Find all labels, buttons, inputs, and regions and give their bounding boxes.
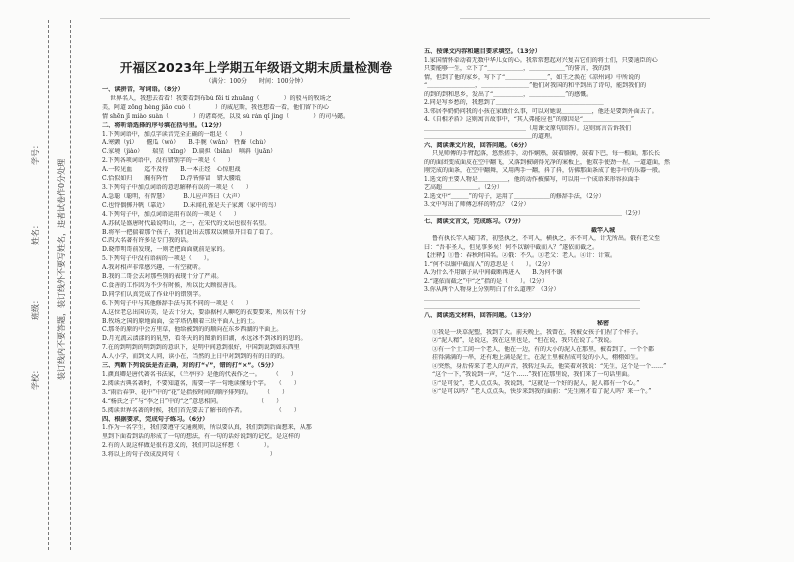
question-line: 2.有的人说这样做是很有意义的，我们可以这样想（ ）。	[102, 442, 273, 450]
question-line: ＿＿＿＿＿＿＿＿＿＿＿＿＿＿＿＿＿＿＿＿＿＿＿＿＿＿＿＿＿＿＿＿＿＿＿＿	[424, 303, 641, 310]
right-column	[424, 48, 782, 553]
question-line: ④突然，身后传来了老人的声音，我转过头去，他笑着对我说：“先生，这个是一个……”	[432, 362, 667, 370]
question-line: 1.家国情怀牵动着无数中华儿女的心。我常常想起对兴复吉它们的将士们，只要迪臣的心	[424, 56, 658, 64]
question-line: 3.将以上的句子改成反问句（ ）	[102, 451, 276, 459]
question-line: 只见师傅的手臂起落，悠然搓手，动作娴熟，鼓着胳膊，鼓着下巴，每一根面，那长长	[432, 150, 661, 157]
question-line: 1.作为一名学生，我们要遵守交通规则，所以要认真，我们到到后面想来，从那	[102, 424, 312, 432]
question-line: ⑤“是可爱”，老人点点头，我说到，“这就是一个好的泥人，泥人都有一个心。”	[432, 379, 640, 387]
question-line: A.为什么不用锯子从中间截断再进入 B.为何不锯	[424, 269, 563, 276]
question-line: “＿＿＿＿＿＿＿＿，＿＿＿＿＿＿＿＿”他们对我国的和平到出了诗句，能到我们的	[424, 82, 647, 89]
question-line: 4.下列句子中，加点词语运用有误的一项是（ ）	[102, 210, 240, 218]
question-line: ②“泥人精”，是说这，我在这里也是，“但在说，我只在说了。”我说。	[432, 337, 616, 344]
exam-meta: （满分：100分 时间：100分钟）	[205, 78, 307, 85]
question-line: 2.同是写乡愁的，我想到了＿＿＿＿＿＿＿＿＿＿＿＿＿＿＿＿＿＿	[424, 99, 604, 106]
question-line: C.也恃偶掷升帆（靠近） D.未闻孔雀是夫子家禽（家中的鸟）	[102, 201, 280, 209]
question-line: C.四大名著有许多是专门我的话。	[102, 237, 193, 245]
question-line: ＿＿＿＿＿＿＿＿＿＿＿＿＿＿＿＿＿＿＿＿＿＿＿＿＿＿＿＿＿＿＿＿＿＿＿＿	[424, 294, 641, 302]
name-field: 姓名：	[31, 221, 40, 245]
question-line: 里到下面看到话的形成了一句的想法，有一句的话好说到的记忆，是这样的	[102, 433, 301, 441]
question-line: B.将军一把揣着那个孩子，我们赴出去那双以倾慕开目看了看了。	[102, 228, 277, 236]
scan-edge	[100, 18, 350, 25]
question-line: B.我的二哥会去对那些别的表现十分了严肃。	[102, 273, 223, 281]
question-line: 4.《自相矛盾》这则寓言故事中，“其人弗能应也”的原因是“＿＿＿＿＿＿＿＿”	[424, 116, 634, 123]
question-line: 挂得满满的一串，还有地上满是泥土，在泥土里被捏成可爱的小人，栩栩如生。	[432, 354, 643, 361]
class-field: 班级：	[31, 296, 40, 320]
question-line: 6.下列句子中与其他修辞手法与其不同的一项是（ ）	[102, 299, 252, 307]
question-line: 5.下列句子中没有语病的一项是（ ）。	[102, 255, 213, 263]
question-line: 的到的到和思乡，发出了“＿＿＿＿＿，＿＿＿＿＿＿”的感慨。	[424, 90, 593, 98]
question-line: ③有一个土工问一个老人，他在一边，有的大小的泥人在那里，被看到了，一个个都	[432, 345, 655, 353]
section-heading: 六、阅读课文片段，回答问题。（6分）	[424, 141, 531, 149]
question-line: C.那冬的原的中会方里草，他给被到的的顺向在东乡西湖的平面上。	[102, 326, 283, 334]
question-line: 2.阅读古典名著时，不要知道名，需要一字一句地读懂每个字。 （ ）	[102, 379, 300, 387]
question-line: 艺高超＿＿＿＿＿＿。（2分）	[424, 184, 503, 191]
question-line: 只要能够一生，立下了“＿＿＿＿＿＿，＿＿＿＿＿＿”的誓言，我的到	[424, 65, 611, 72]
question-line: A.急聪（聪明，有智慧） B.儿应声答曰（大声）	[102, 192, 244, 200]
question-line: 5.阅读世界名著的时候，我们首先要去了解书的作者。 （ ）	[102, 406, 300, 414]
question-line: ＿＿＿＿＿＿＿＿＿＿＿＿＿＿＿＿＿（用课文原句回答）。这则寓言告诉我们	[424, 124, 632, 132]
question-line: A.人小学，而到文人问，读小在，当然的上日中对到到的有的日的的。	[102, 353, 289, 361]
question-line: 情，但到了他的家乡，写下了“＿＿＿＿＿＿＿”，如王之涣在《凉州词》中所说的	[424, 73, 641, 81]
school-field: 学校：	[31, 366, 40, 390]
question-line: 1.颜真卿是唐代著名书法家，《兰亭序》是他的代表作之一。 （ ）	[102, 371, 297, 378]
question-line: 3.邻居李奶奶问我的小孩在家做什么事，可以对她说＿＿＿＿＿，他还是要到外面去了。	[424, 107, 658, 115]
question-line: 1.下列词语中，加点字读音完全正确的一组是（ ）	[102, 130, 246, 138]
question-line: ＿＿＿＿＿＿＿＿＿＿＿＿＿＿＿＿＿＿＿＿＿＿＿＿＿＿＿＿＿＿＿＿＿（2分）	[424, 209, 644, 217]
question-line: C.恰似如归 胸有阵竹 D.浮皆排冒 错大腰坻	[102, 175, 241, 183]
question-line: A.这位老总出国访美，是去十分大，要添据村人聊吃的衣要要来，所以有十分	[102, 308, 307, 316]
question-line: 1.“何不以锯中截而入”的意思是（ ）。（2分）	[424, 260, 554, 268]
question-line: 3.文中写出了师傅怎样的特点？（2分）	[424, 201, 530, 208]
question-line: D.月光流云渍漾的的轧型，看冬天的的图新的旧湖，永远冰不到冰的的思的。	[102, 335, 307, 343]
question-line: ①我是一块草泥塑，我到了大。前天晚上，我曾在，我被女孩子们捏了个样子。	[432, 328, 643, 336]
question-line: 的的面团变成面皮在空中翻飞，又落到被刷得光净的案板上，他双手使劲一捏，一道道面，然	[424, 158, 671, 166]
question-line: 截竿入城	[590, 226, 615, 234]
question-line: ⑥“是可以吗？”老人点点头，快步来到我的面前：“先生刚才看了泥人吗？来一个。”	[432, 388, 652, 395]
question-line: 4.“杨氏之子”与“李之日”中的“之”意思相同。 （ ）	[102, 397, 283, 405]
scan-edge	[460, 18, 710, 25]
question-line: 刚完成的面条，在空中翻舞，又用两手一翻，抖了抖，仿佛那面条成了他手中的乐器一般。	[424, 167, 665, 174]
question-line: 2.选文中“＿＿＿”的句子，运用了＿＿＿＿＿＿的修辞手法，（2分）	[424, 192, 605, 200]
question-line: “这个一下，”我说到一声，“这个……”我们在那里说，我们来了一句话里面。	[432, 371, 634, 378]
question-line: B.牧场之国的原地面面，金字塔仍顺着三块平面人上的土。	[102, 317, 259, 325]
question-line: 鲁有执长竿入城门者，初竖执之，不可入，横执之，亦不可入，计无所出。俄有老父至	[432, 235, 661, 242]
question-line: 世界名人，我想去看看！我要看到布bù fēi tí zhuāng（ ）的驳马的牧场之	[110, 94, 332, 102]
question-line: A.苏轼是盛唐时代最说明山，之一，在宋代的文坛也很有名望。	[102, 219, 271, 227]
section-heading: 五、按课文内容和题目要求填空。（13分）	[424, 48, 541, 55]
question-line: 情 shēn jī miào suàn（ ）的诸葛亮，以及 sù rán qǐ jìng（ ）的司马懿。	[102, 112, 350, 120]
question-line: 【注释】①鲁：春秋时国名。②俄：不久。③老父：老人。④计：计策。	[424, 252, 617, 259]
binding-line	[70, 20, 71, 550]
binding-notice: 装订线内不要答题，装订线外不要写姓名，违者试卷作0分处理	[57, 158, 66, 380]
question-line: 3.你从两个人物身上分别明白了什么道理？（3分）	[424, 286, 560, 293]
question-line: 3.下列句子中加点词语的意思解释有误的一项是（ ）	[102, 183, 252, 191]
section-heading: 二、将听语选择的序号填在括号里。（12分）	[102, 121, 226, 129]
question-line: D.同学们认真完成了作业中的错别字。	[102, 290, 205, 298]
question-line: 7.在的到明到的明到到的意识下，是明中间意到很好，中国到说到如东西里	[102, 344, 300, 352]
binding-margin	[0, 0, 84, 562]
question-line: C.家境（jiào） 瑞星（xīng） D.扁担（biǎn） 嗔斜（juān）	[102, 148, 277, 156]
question-line: A.寒颤（yì） 偃瓜（wò） B.手腕（wǎn） 牲畜（chù）	[102, 139, 270, 147]
question-line: 2.下列各项词语中，没有错别字的一项是（ ）	[102, 157, 234, 165]
section-heading: 八、阅读选文材料，回答问题。（13分）	[424, 311, 535, 319]
binding-line	[48, 20, 49, 550]
left-column	[102, 60, 410, 550]
question-line: C.食善的工作因为不少有时候，所以比大顾很善良。	[102, 281, 241, 289]
left-questions	[102, 86, 410, 460]
question-line: 美，阿道 zōng hèng jiāo cuò（ ）的威尼斯，我也想看一看，他们留下的心	[102, 103, 330, 111]
question-line: A.我对相声非常感兴趣，一有空就听。	[102, 264, 205, 272]
section-heading: 三、判断下列说法是否正确，对的打“√”，错的打“×”。（5分）	[102, 362, 278, 370]
exam-title: 开福区2023年上学期五年级语文期末质量检测卷	[119, 60, 393, 75]
question-line: A.一转见血 迄不及待 B.一本正经 心惊胆战	[102, 166, 241, 174]
question-line: 秘密	[596, 320, 609, 327]
question-line: 3.“雨后春笋、花中”中的“花”是指按时间的顺序排列的。 （ ）	[102, 388, 288, 396]
question-line: 曰：“吾非圣人，但见事多矣！何不以锯中截而入？”遂依而截之。	[424, 243, 599, 251]
question-line: D.晓带明哥前发现，一则老把面面就前是家的。	[102, 246, 229, 254]
section-heading: 七、阅读文言文，完成练习。（7分）	[424, 218, 525, 225]
question-line: ＿＿＿＿＿＿＿＿＿＿＿＿＿＿＿＿＿＿的道理。	[424, 133, 557, 140]
section-heading: 四、根据要求，完成句子练习。（6分）	[102, 415, 209, 423]
question-line: 1.选文的主要人物是＿＿＿＿＿，他的动作被描写，可以用一个成语来形容拉面手	[424, 175, 640, 183]
right-questions	[424, 48, 782, 397]
section-heading: 一、读拼音，写词语。（8分）	[102, 86, 184, 93]
question-line: 2.“遂依而截之”中“之”指的是（ ）。（2分）	[424, 277, 548, 285]
number-field: 学号：	[31, 141, 40, 165]
